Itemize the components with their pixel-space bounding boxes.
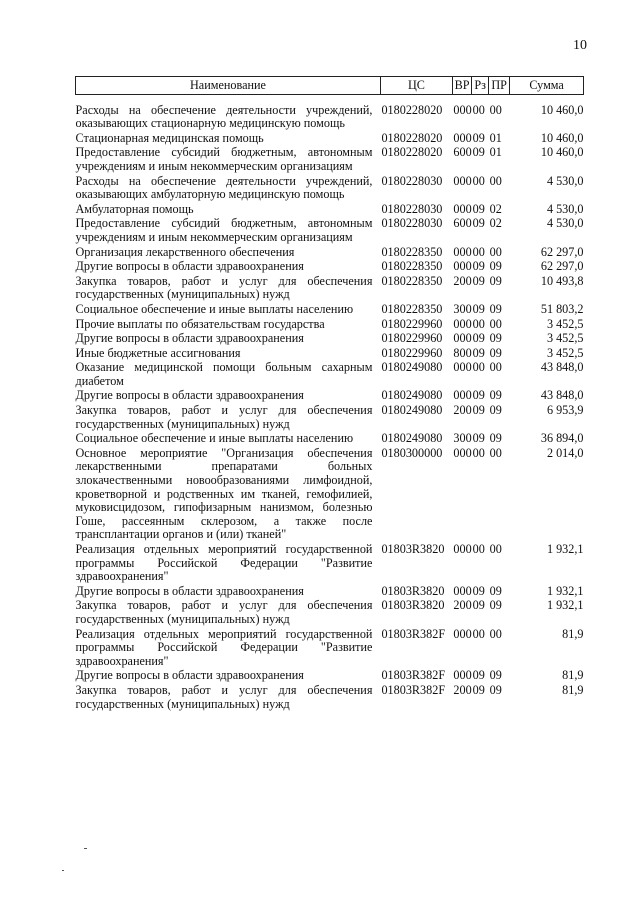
- table-row: [76, 447, 584, 543]
- cell-pr: 00: [489, 445, 502, 460]
- cell-rz: 00: [472, 102, 485, 117]
- cell-cs: 0180229960: [381, 316, 443, 331]
- page-number: 10: [573, 38, 587, 53]
- cell-vr: 000: [453, 130, 472, 145]
- table-row: [76, 275, 584, 303]
- cell-rz: 09: [472, 403, 485, 418]
- cell-sum: 3 452,5: [546, 316, 584, 331]
- cell-cs: 01803R382F: [381, 626, 446, 641]
- cell-rz: 09: [472, 216, 485, 231]
- table-body: [76, 94, 584, 712]
- cell-vr: 000: [453, 316, 472, 331]
- cell-pr: 00: [489, 173, 502, 188]
- table-row: [76, 132, 584, 147]
- table-row: [76, 684, 584, 712]
- cell-name: Другие вопросы в области здравоохранения: [75, 331, 304, 346]
- cell-cs: 01803R3820: [381, 583, 445, 598]
- cell-cs: 0180300000: [381, 445, 443, 460]
- cell-sum: 62 297,0: [540, 259, 584, 274]
- cell-cs: 01803R382F: [381, 668, 446, 683]
- cell-name: Закупка товаров, работ и услуг для обеспечения государственных (муниципальных) нужд: [75, 273, 373, 302]
- cell-name: Закупка товаров, работ и услуг для обеспечения государственных (муниципальных) нужд: [75, 598, 373, 626]
- cell-sum: 81,9: [562, 626, 584, 641]
- cell-vr: 800: [453, 345, 472, 360]
- cell-sum: 10 460,0: [540, 130, 584, 145]
- cell-pr: 09: [489, 598, 502, 613]
- cell-rz: 00: [472, 173, 485, 188]
- cell-rz: 00: [472, 244, 485, 259]
- cell-cs: 0180228020: [381, 102, 443, 117]
- cell-rz: 09: [472, 273, 485, 288]
- cell-vr: 000: [453, 259, 472, 274]
- table-row: [76, 404, 584, 432]
- cell-vr: 200: [453, 598, 472, 613]
- cell-name: Стационарная медицинская помощь: [75, 130, 264, 145]
- cell-sum: 1 932,1: [546, 583, 584, 598]
- cell-name: Социальное обеспечение и иные выплаты населению: [75, 431, 354, 446]
- table-row: [76, 303, 584, 318]
- cell-cs: 0180228020: [381, 130, 443, 145]
- cell-cs: 01803R3820: [381, 598, 445, 613]
- header-name: Наименование: [76, 77, 381, 95]
- table-row: [76, 599, 584, 627]
- cell-vr: 300: [453, 301, 472, 316]
- cell-name: Другие вопросы в области здравоохранения: [75, 388, 304, 403]
- table-row: [76, 260, 584, 275]
- cell-name: Реализация отдельных мероприятий государственной программы Российской Федерации "Развитие здравоохранения": [75, 542, 373, 584]
- scan-speck: [84, 848, 87, 849]
- cell-vr: 000: [453, 102, 472, 117]
- cell-vr: 600: [453, 145, 472, 160]
- cell-pr: 02: [489, 201, 502, 216]
- cell-rz: 09: [472, 345, 485, 360]
- cell-pr: 09: [489, 331, 502, 346]
- cell-sum: 10 493,8: [540, 273, 584, 288]
- cell-cs: 0180228030: [381, 201, 443, 216]
- cell-name: Закупка товаров, работ и услуг для обеспечения государственных (муниципальных) нужд: [75, 682, 373, 711]
- cell-sum: 62 297,0: [540, 244, 584, 259]
- cell-pr: 02: [489, 216, 502, 231]
- cell-name: Расходы на обеспечение деятельности учреждений, оказывающих амбулаторную медицинскую помощь: [75, 173, 373, 202]
- scan-speck: [62, 870, 64, 871]
- cell-pr: 00: [489, 102, 502, 117]
- cell-rz: 09: [472, 259, 485, 274]
- table-row: [76, 585, 584, 600]
- cell-rz: 09: [472, 331, 485, 346]
- cell-rz: 00: [472, 316, 485, 331]
- cell-rz: 09: [472, 668, 485, 683]
- cell-cs: 0180228350: [381, 244, 443, 259]
- cell-sum: 2 014,0: [546, 445, 584, 460]
- cell-sum: 4 530,0: [546, 173, 584, 188]
- cell-cs: 0180249080: [381, 431, 443, 446]
- cell-name: Расходы на обеспечение деятельности учреждений, оказывающих стационарную медицинскую помощь: [75, 102, 373, 131]
- table-row: [76, 389, 584, 404]
- cell-name: Амбулаторная помощь: [75, 201, 194, 216]
- cell-vr: 200: [453, 273, 472, 288]
- cell-sum: 3 452,5: [546, 345, 584, 360]
- cell-pr: 00: [489, 316, 502, 331]
- cell-cs: 0180228350: [381, 301, 443, 316]
- cell-vr: 200: [453, 682, 472, 697]
- cell-name: Предоставление субсидий бюджетным, автономным учреждениям и иным некоммерческим организациям: [75, 216, 373, 244]
- cell-name: Прочие выплаты по обязательствам государства: [75, 316, 325, 331]
- header-rz: Рз: [472, 77, 489, 95]
- cell-rz: 09: [472, 301, 485, 316]
- cell-cs: 0180249080: [381, 388, 443, 403]
- cell-pr: 00: [489, 360, 502, 375]
- cell-rz: 09: [472, 431, 485, 446]
- cell-sum: 10 460,0: [540, 145, 584, 160]
- cell-pr: 09: [489, 431, 502, 446]
- cell-rz: 09: [472, 598, 485, 613]
- cell-pr: 09: [489, 583, 502, 598]
- cell-vr: 600: [453, 216, 472, 231]
- cell-pr: 01: [489, 145, 502, 160]
- cell-cs: 0180229960: [381, 345, 443, 360]
- cell-name: Другие вопросы в области здравоохранения: [75, 668, 304, 683]
- cell-cs: 01803R382F: [381, 682, 446, 697]
- cell-cs: 0180249080: [381, 360, 443, 375]
- cell-rz: 00: [472, 626, 485, 641]
- cell-pr: 09: [489, 682, 502, 697]
- header-cs: ЦС: [380, 77, 452, 95]
- cell-sum: 51 803,2: [540, 301, 584, 316]
- table-header: [76, 77, 584, 95]
- cell-sum: 6 953,9: [546, 403, 584, 418]
- cell-rz: 09: [472, 682, 485, 697]
- cell-name: Предоставление субсидий бюджетным, автономным учреждениям и иным некоммерческим организациям: [75, 145, 373, 173]
- cell-pr: 09: [489, 259, 502, 274]
- cell-cs: 0180228020: [381, 145, 443, 160]
- cell-sum: 43 848,0: [540, 388, 584, 403]
- cell-cs: 01803R3820: [381, 542, 445, 556]
- cell-sum: 4 530,0: [546, 216, 584, 231]
- cell-name: Социальное обеспечение и иные выплаты населению: [75, 301, 354, 316]
- table-row: [76, 246, 584, 261]
- table-row: [76, 175, 584, 203]
- cell-vr: 000: [453, 244, 472, 259]
- cell-sum: 81,9: [562, 682, 584, 697]
- table-row: [76, 203, 584, 218]
- cell-sum: 3 452,5: [546, 331, 584, 346]
- cell-rz: 00: [472, 542, 485, 556]
- cell-vr: 000: [453, 668, 472, 683]
- header-sum: Сумма: [510, 77, 584, 95]
- cell-vr: 000: [453, 360, 472, 375]
- table-row: [76, 146, 584, 174]
- cell-cs: 0180228030: [381, 216, 443, 231]
- cell-pr: 09: [489, 273, 502, 288]
- cell-vr: 000: [453, 388, 472, 403]
- cell-name: Реализация отдельных мероприятий государственной программы Российской Федерации "Развитие здравоохранения": [75, 626, 373, 668]
- cell-vr: 000: [453, 173, 472, 188]
- table-row: [76, 543, 584, 585]
- cell-vr: 000: [453, 445, 472, 460]
- table-row: [76, 217, 584, 245]
- cell-vr: 000: [453, 626, 472, 641]
- cell-sum: 81,9: [562, 668, 584, 683]
- cell-rz: 00: [472, 360, 485, 375]
- cell-sum: 4 530,0: [546, 201, 584, 216]
- table-row: [76, 318, 584, 333]
- cell-vr: 200: [453, 403, 472, 418]
- cell-name: Основное мероприятие "Организация обеспечения лекарственными препаратами больных злокачественными новообразованиями лимфоидной, кроветворной и родственных им тканей, гемофилией, муковисцидозом, гипофизарным нанизмом, болезнью Гоше, рассеянным склерозом, а также после трансплантации органов и (или) тканей": [75, 445, 373, 542]
- cell-name: Иные бюджетные ассигнования: [75, 345, 241, 360]
- cell-name: Закупка товаров, работ и услуг для обеспечения государственных (муниципальных) нужд: [75, 403, 373, 431]
- cell-pr: 09: [489, 403, 502, 418]
- cell-rz: 09: [472, 201, 485, 216]
- table-row: [76, 347, 584, 362]
- cell-vr: 000: [453, 201, 472, 216]
- table-row: [76, 332, 584, 347]
- cell-rz: 09: [472, 583, 485, 598]
- cell-pr: 09: [489, 668, 502, 683]
- table-row: [76, 361, 584, 389]
- header-vr: ВР: [452, 77, 471, 95]
- cell-pr: 00: [489, 244, 502, 259]
- cell-rz: 00: [472, 445, 485, 460]
- cell-vr: 000: [453, 583, 472, 598]
- table-row: [76, 432, 584, 447]
- cell-name: Организация лекарственного обеспечения: [75, 244, 295, 259]
- cell-sum: 1 932,1: [546, 598, 584, 613]
- cell-pr: 09: [489, 388, 502, 403]
- cell-pr: 01: [489, 130, 502, 145]
- cell-cs: 0180249080: [381, 403, 443, 418]
- table-row: [76, 669, 584, 684]
- cell-cs: 0180228350: [381, 259, 443, 274]
- cell-rz: 09: [472, 145, 485, 160]
- cell-pr: 09: [489, 345, 502, 360]
- table-row: [76, 628, 584, 670]
- cell-vr: 300: [453, 431, 472, 446]
- cell-vr: 000: [453, 331, 472, 346]
- cell-vr: 000: [453, 542, 472, 556]
- cell-cs: 0180228030: [381, 173, 443, 188]
- cell-cs: 0180229960: [381, 331, 443, 346]
- cell-sum: 36 894,0: [540, 431, 584, 446]
- cell-sum: 10 460,0: [540, 102, 584, 117]
- budget-table: [75, 76, 584, 712]
- cell-name: Другие вопросы в области здравоохранения: [75, 583, 304, 598]
- cell-pr: 00: [489, 626, 502, 641]
- cell-cs: 0180228350: [381, 273, 443, 288]
- table-row: [76, 104, 584, 132]
- cell-sum: 1 932,1: [546, 542, 584, 556]
- cell-sum: 43 848,0: [540, 360, 584, 375]
- cell-pr: 00: [489, 542, 502, 556]
- cell-pr: 09: [489, 301, 502, 316]
- cell-name: Оказание медицинской помощи больным сахарным диабетом: [75, 360, 373, 388]
- cell-rz: 09: [472, 130, 485, 145]
- cell-name: Другие вопросы в области здравоохранения: [75, 259, 304, 274]
- header-pr: ПР: [489, 77, 510, 95]
- cell-rz: 09: [472, 388, 485, 403]
